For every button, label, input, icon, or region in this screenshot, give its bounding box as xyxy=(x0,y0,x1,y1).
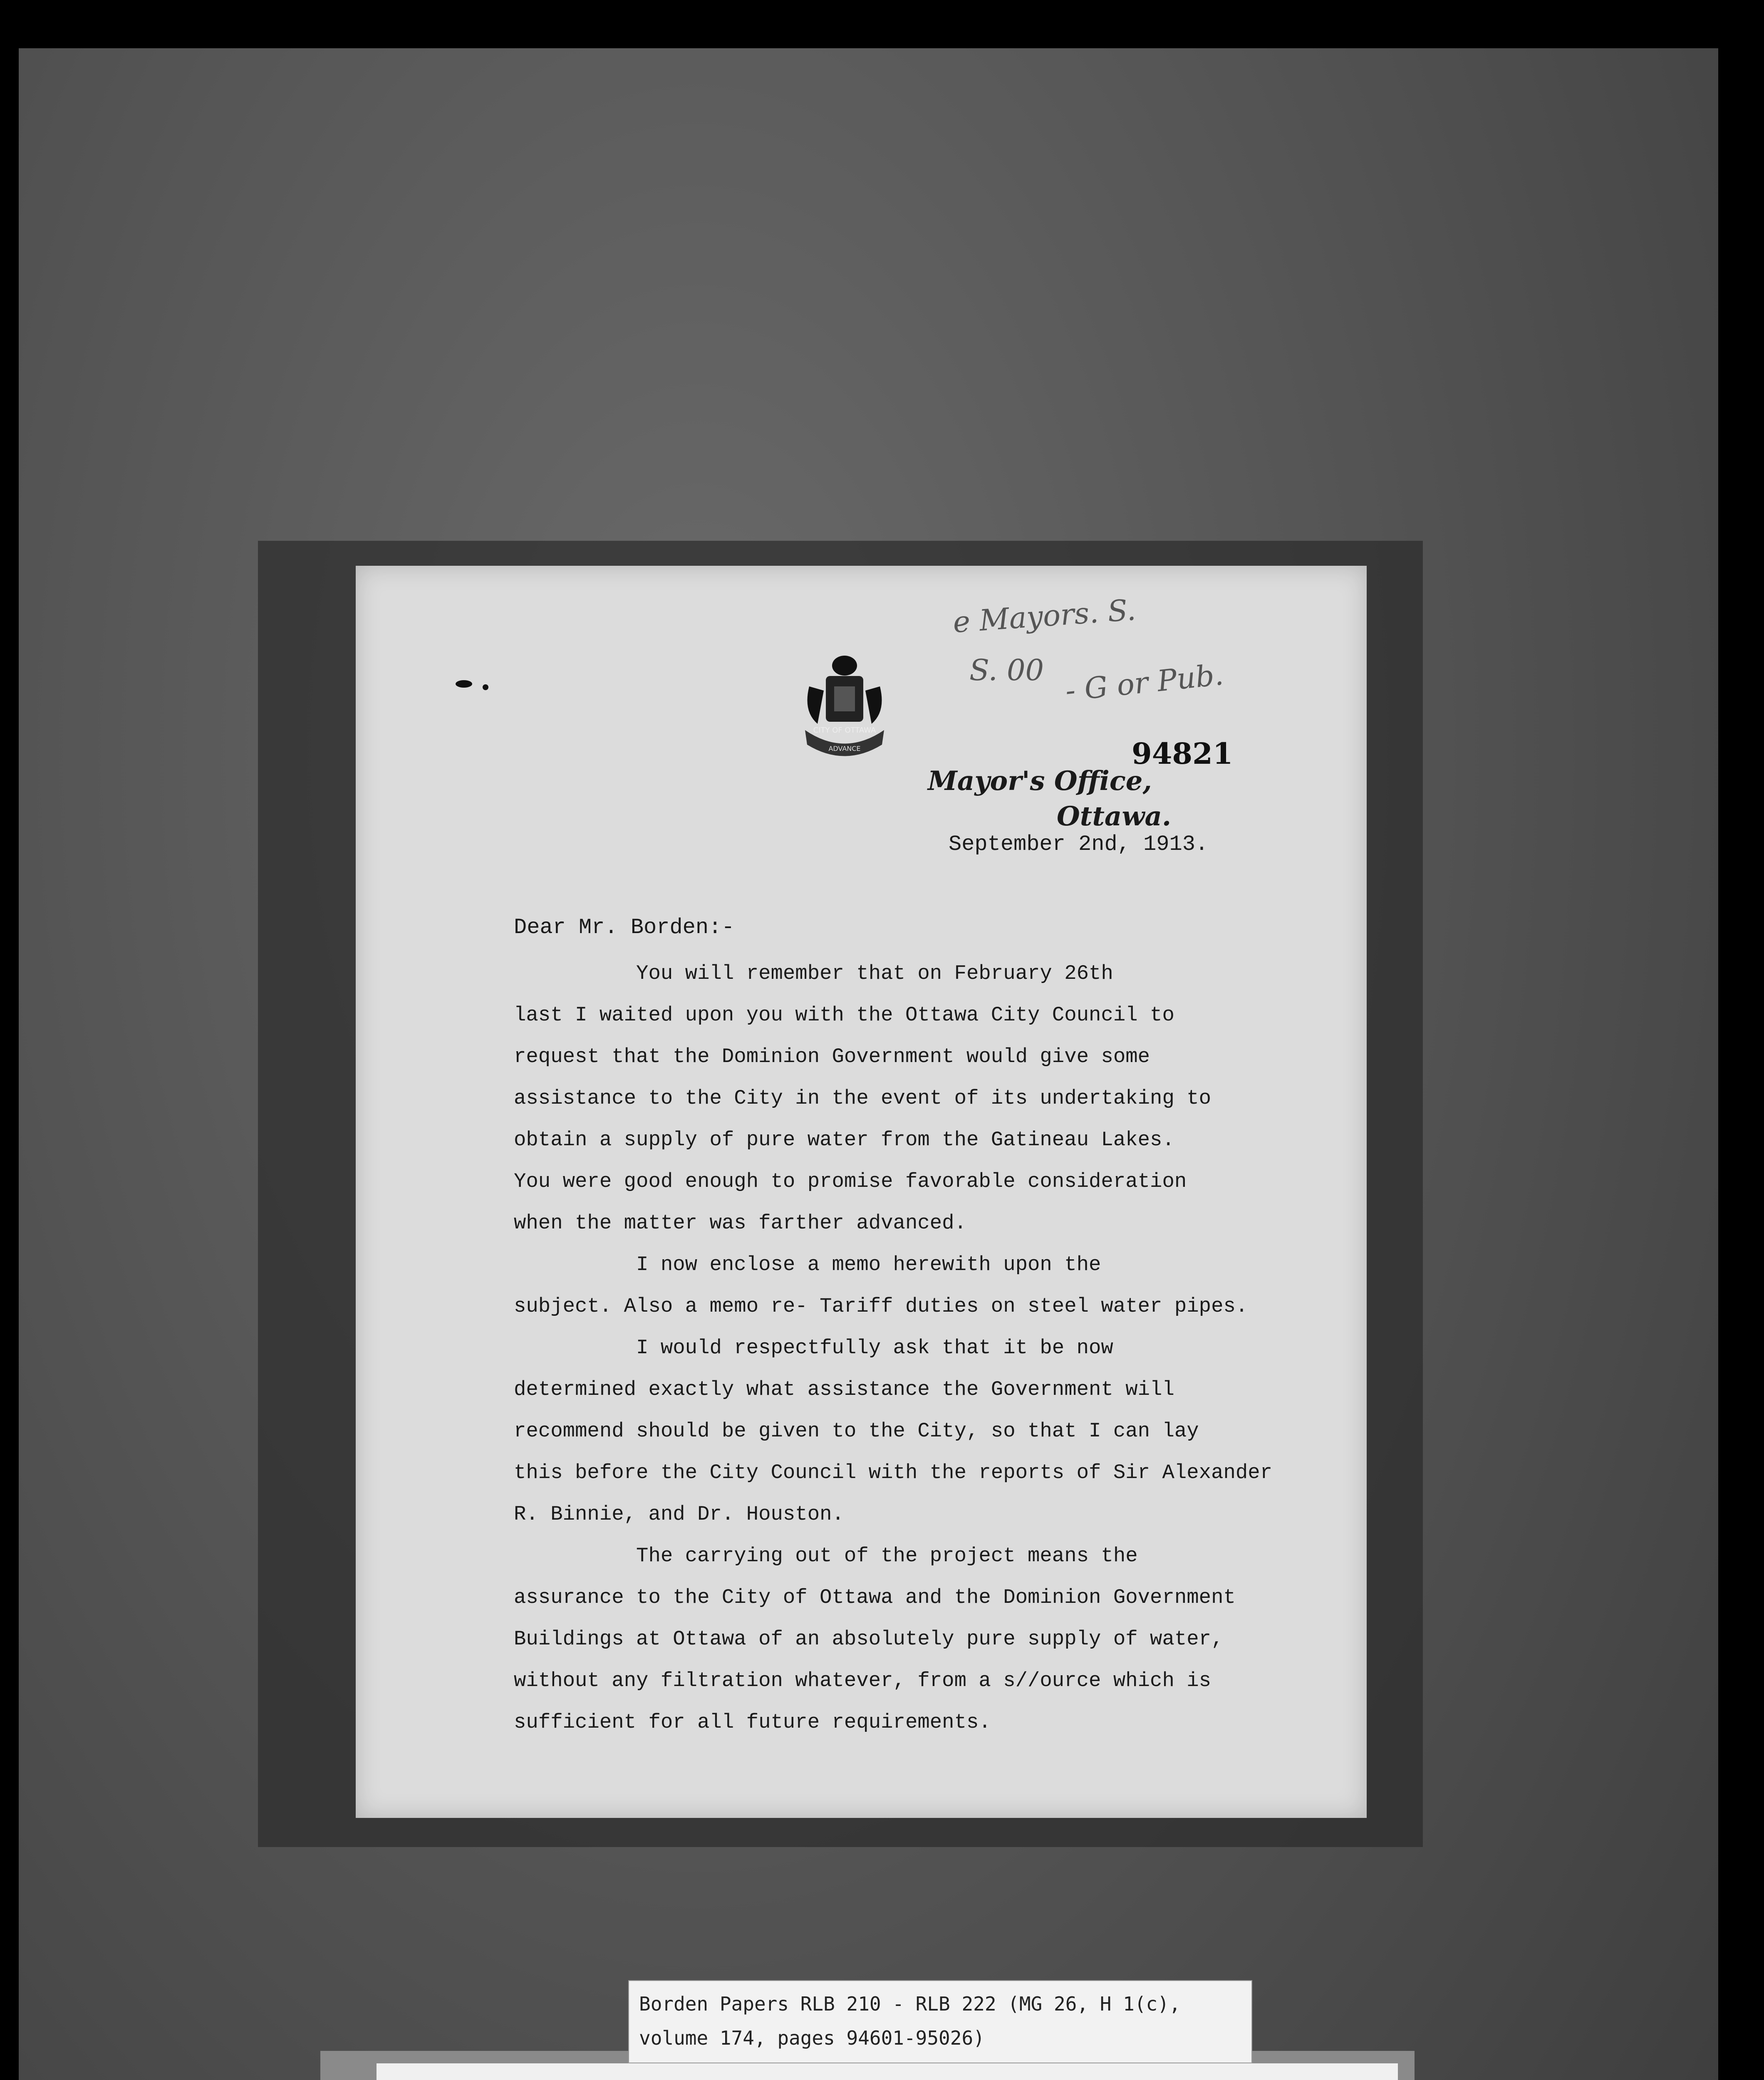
text-line: determined exactly what assistance the Government will xyxy=(514,1378,1174,1401)
archive-card xyxy=(377,2063,1398,2080)
text-line: request that the Dominion Government would give some xyxy=(514,1045,1150,1068)
text-line: last I waited upon you with the Ottawa City Council to xyxy=(514,1003,1174,1027)
text-line: assurance to the City of Ottawa and the Dominion Government xyxy=(514,1586,1236,1609)
paragraph-4 xyxy=(514,1535,1236,1743)
archive-label-line-2: volume 174, pages 94601-95026) xyxy=(639,2027,985,2049)
crest-banner: ADVANCE xyxy=(828,745,861,753)
ink-speck xyxy=(456,680,472,688)
archive-label xyxy=(628,1980,1252,2063)
text-line: You will remember that on February 26th xyxy=(514,962,1113,985)
salutation: Dear Mr. Borden:- xyxy=(514,915,735,940)
crest-motto: CITY OF OTTAWA xyxy=(813,726,876,735)
text-line: I now enclose a memo herewith upon the xyxy=(514,1253,1101,1276)
text-line: without any filtration whatever, from a s//ource which is xyxy=(514,1669,1212,1692)
text-line: Buildings at Ottawa of an absolutely pure supply of water, xyxy=(514,1627,1224,1651)
text-line: The carrying out of the project means the xyxy=(514,1544,1138,1567)
text-line: obtain a supply of pure water from the Gatineau Lakes. xyxy=(514,1128,1174,1151)
text-line: recommend should be given to the City, so that I can lay xyxy=(514,1419,1199,1443)
handwritten-note: e Mayors. S. xyxy=(951,592,1137,640)
text-line: when the matter was farther advanced. xyxy=(514,1211,966,1235)
office-line-2: Ottawa. xyxy=(1057,801,1172,832)
paragraph-1 xyxy=(514,953,1211,1244)
text-line: subject. Also a memo re- Tariff duties on steel water pipes. xyxy=(514,1295,1248,1318)
text-line: this before the City Council with the reports of Sir Alexander xyxy=(514,1461,1273,1484)
paragraph-2 xyxy=(514,1244,1248,1327)
text-line: sufficient for all future requirements. xyxy=(514,1711,991,1734)
handwritten-note: S. 00 xyxy=(969,653,1044,687)
archive-label-line-1: Borden Papers RLB 210 - RLB 222 (MG 26, H 1(c), xyxy=(639,1993,1181,2015)
handwritten-note: - G or Pub. xyxy=(1063,657,1225,708)
text-line: You were good enough to promise favorable consideration xyxy=(514,1170,1187,1193)
letter-date: September 2nd, 1913. xyxy=(949,832,1209,857)
text-line: I would respectfully ask that it be now xyxy=(514,1336,1113,1359)
text-line: R. Binnie, and Dr. Houston. xyxy=(514,1503,844,1526)
paragraph-3 xyxy=(514,1327,1272,1535)
office-line-1: Mayor's Office, xyxy=(928,765,1152,797)
ink-speck xyxy=(483,684,488,690)
document-number: 94821 xyxy=(1132,736,1233,771)
text-line: assistance to the City in the event of its undertaking to xyxy=(514,1087,1212,1110)
